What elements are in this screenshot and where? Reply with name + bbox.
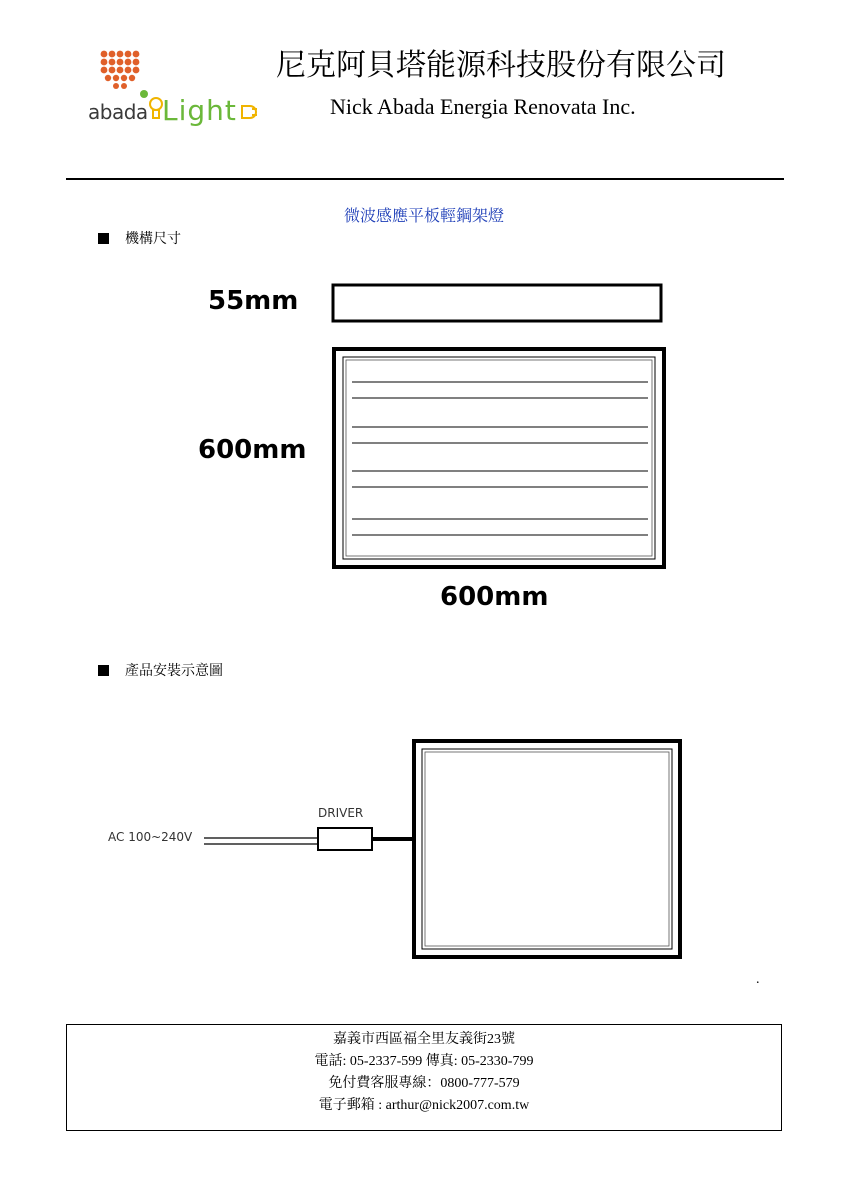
installation-diagram <box>204 741 680 957</box>
driver-box <box>318 828 372 850</box>
section-installation-heading <box>98 660 223 680</box>
stray-dot: . <box>756 972 760 987</box>
logo-word: abada <box>88 100 148 124</box>
panel-front-view <box>334 349 664 567</box>
product-title: 微波感應平板輕鋼架燈 <box>343 206 504 225</box>
contact-footer <box>66 1024 782 1131</box>
company-name-en: Nick Abada Energia Renovata Inc. <box>330 94 636 119</box>
dimension-width: 600mm <box>440 582 549 612</box>
company-name-zh: 尼克阿貝塔能源科技股份有限公司 <box>276 48 726 83</box>
footer-address: 嘉義市西區福全里友義街23號 <box>333 1032 515 1047</box>
section-installation-label: 產品安裝示意圖 <box>125 663 223 679</box>
panel-side-profile <box>333 285 661 321</box>
dimension-height: 600mm <box>198 435 307 465</box>
dimension-thickness: 55mm <box>208 286 299 316</box>
footer-toll-free: 免付費客服專線：0800-777-579 <box>328 1076 520 1091</box>
square-bullet-icon <box>98 665 109 676</box>
footer-email: 電子郵箱 : arthur@nick2007.com.tw <box>318 1098 530 1113</box>
driver-label: DRIVER <box>318 806 364 820</box>
logo-light-word: Light <box>162 94 237 127</box>
ac-input-label: AC 100~240V <box>108 830 193 844</box>
footer-phone-fax: 電話: 05-2337-599 傳真: 05-2330-799 <box>314 1054 534 1069</box>
installed-panel <box>414 741 680 957</box>
section-dimensions-label: 機構尺寸 <box>125 231 181 247</box>
